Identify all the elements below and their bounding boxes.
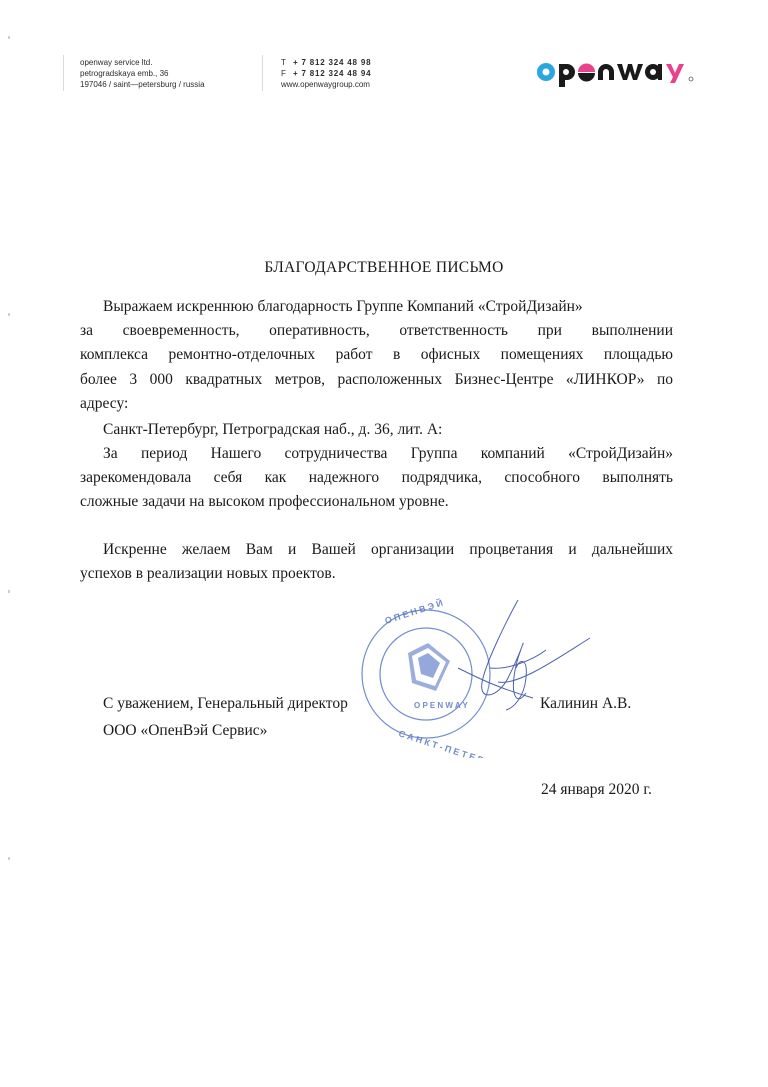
paragraph-line: Выражаем искреннюю благодарность Группе Компаний «СтройДизайн» xyxy=(103,298,583,315)
fax-line xyxy=(281,68,371,79)
address-line: 197046 / saint—petersburg / russia xyxy=(80,80,205,89)
phone-line xyxy=(281,57,371,68)
fax-number: + 7 812 324 48 94 xyxy=(293,69,372,78)
svg-text:O P E N W A Y: O P E N W A Y xyxy=(414,701,468,710)
paragraph-line: зарекомендовала себя как надежного подрядчика, способного выполнять xyxy=(80,469,673,486)
phone-label: T xyxy=(281,58,286,67)
paragraph-2 xyxy=(103,442,673,466)
paragraph-line: Искренне желаем Вам и Вашей организации процветания и дальнейших xyxy=(103,541,673,558)
address-line: petrogradskaya emb., 36 xyxy=(80,69,169,78)
letterhead-address xyxy=(80,57,205,90)
openway-logo xyxy=(535,52,705,88)
paragraph-line: За период Нашего сотрудничества Группа компаний «СтройДизайн» xyxy=(103,445,673,462)
letterhead-divider xyxy=(63,55,64,91)
svg-text:С А Н К Т - П Е Т Е Р: С А Н К Т - П Е Т Е Р xyxy=(397,728,485,758)
paragraph-1-cont xyxy=(80,319,673,417)
paragraph-1 xyxy=(103,295,673,319)
signer-name: Калинин А.В. xyxy=(540,695,632,712)
paragraph-line: комплекса ремонтно-отделочных работ в офисных помещениях площадью xyxy=(80,346,673,364)
margin-mark xyxy=(8,313,10,316)
margin-mark xyxy=(8,590,10,593)
paragraph-3-cont xyxy=(80,562,673,586)
paragraph-line: более 3 000 квадратных метров, расположенных Бизнес-Центре «ЛИНКОР» по xyxy=(80,370,673,388)
letter-date: 24 января 2020 г. xyxy=(541,781,652,798)
paragraph-line: успехов в реализации новых проектов. xyxy=(80,565,336,582)
address-paragraph xyxy=(103,418,673,442)
paragraph-line: адресу: xyxy=(80,395,129,413)
letterhead-divider xyxy=(262,55,263,91)
paragraph-line: сложные задачи на высоком профессиональном уровне. xyxy=(80,493,449,511)
closing-text: С уважением, Генеральный директор xyxy=(103,695,348,712)
paragraph-line: за своевременность, оперативность, ответственность при выполнении xyxy=(80,322,673,339)
website-link: www.openwaygroup.com xyxy=(281,80,370,89)
signature-block xyxy=(103,690,348,744)
company-stamp xyxy=(358,598,598,758)
margin-mark xyxy=(8,857,10,860)
letter-title: БЛАГОДАРСТВЕННОЕ ПИСЬМО xyxy=(264,259,504,276)
svg-text:О П Е Н В Э Й: О П Е Н В Э Й xyxy=(383,598,445,626)
paragraph-2-cont xyxy=(80,466,673,515)
company-name: ООО «ОпенВэй Сервис» xyxy=(103,722,268,739)
logo-graphic xyxy=(535,52,705,88)
fax-label: F xyxy=(281,69,286,78)
letterhead-contacts xyxy=(281,57,371,90)
address-line: openway service ltd. xyxy=(80,58,153,67)
address-text: Санкт-Петербург, Петроградская наб., д. 36, лит. А: xyxy=(103,421,443,438)
phone-number: + 7 812 324 48 98 xyxy=(293,58,372,67)
stamp-graphic xyxy=(358,598,598,758)
margin-mark xyxy=(8,36,10,39)
paragraph-3 xyxy=(103,538,673,562)
